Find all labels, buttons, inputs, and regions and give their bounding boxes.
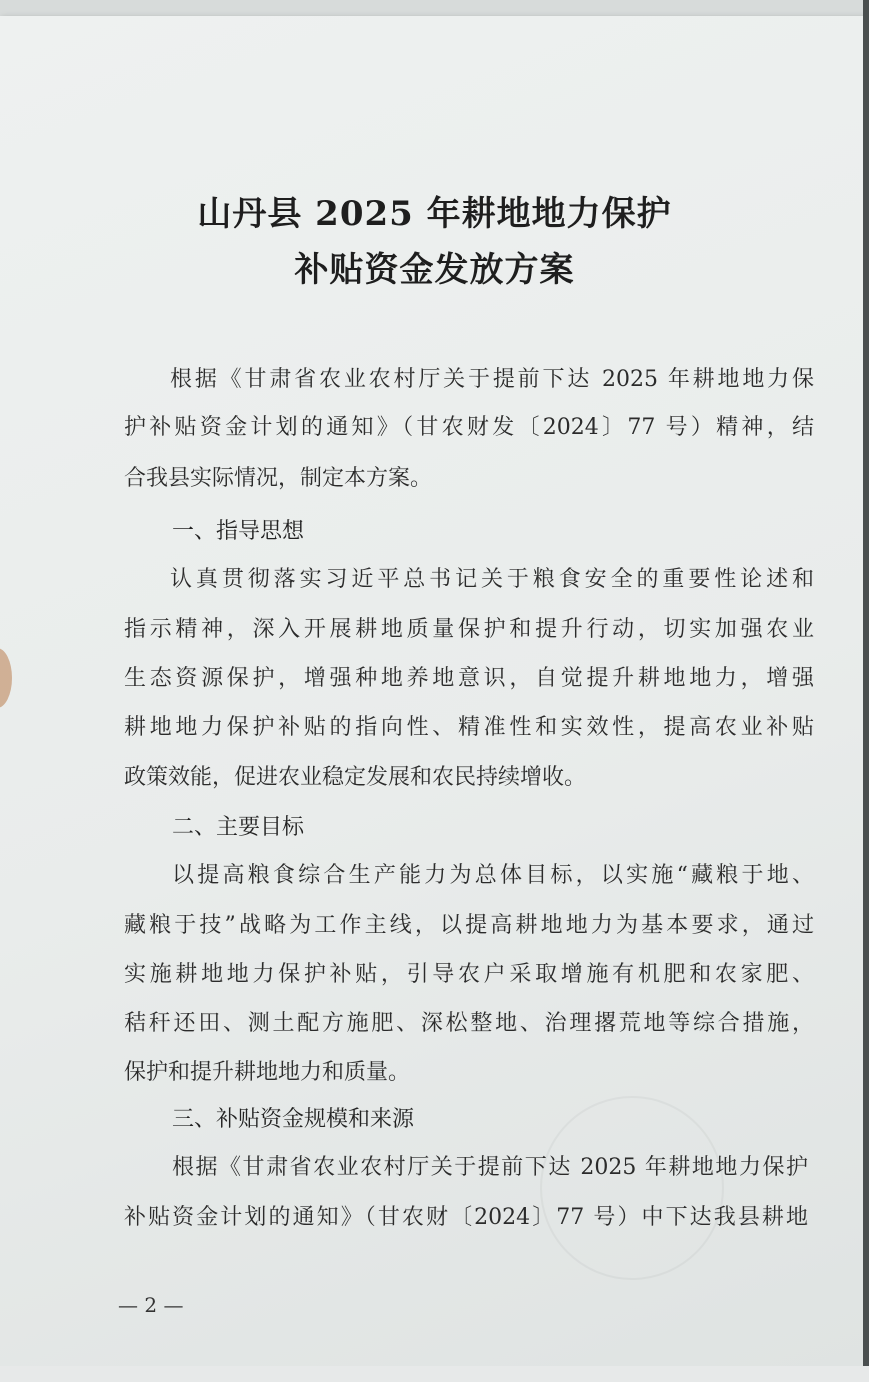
body-line: 生态资源保护，增强种地养地意识，自觉提升耕地地力，增强 <box>124 666 814 691</box>
faded-seal-mark <box>540 1096 724 1280</box>
body-line: 补贴资金计划的通知》（甘农财〔2024〕77 号）中下达我县耕地 <box>124 1205 808 1230</box>
body-line: 根据《甘肃省农业农村厅关于提前下达 2025 年耕地地力保 <box>170 367 814 392</box>
document-title-line-1: 山丹县 2025 年耕地地力保护 <box>197 194 672 234</box>
section-heading-3: 三、补贴资金规模和来源 <box>172 1107 415 1132</box>
body-line: 指示精神，深入开展耕地质量保护和提升行动，切实加强农业 <box>124 617 814 642</box>
section-heading-2: 二、主要目标 <box>172 815 305 840</box>
body-line: 秸秆还田、测土配方施肥、深松整地、治理撂荒地等综合措施， <box>124 1011 814 1036</box>
body-line: 合我县实际情况，制定本方案。 <box>124 466 433 491</box>
page-number: — 2 — <box>118 1293 184 1317</box>
document-title-line-2: 补贴资金发放方案 <box>294 250 575 290</box>
body-line: 藏粮于技”战略为工作主线，以提高耕地地力为基本要求，通过 <box>124 913 814 938</box>
body-line: 以提高粮食综合生产能力为总体目标，以实施“藏粮于地、 <box>172 863 814 888</box>
body-line: 实施耕地地力保护补贴，引导农户采取增施有机肥和农家肥、 <box>124 962 814 987</box>
body-line: 认真贯彻落实习近平总书记关于粮食安全的重要性论述和 <box>170 567 814 592</box>
body-line: 耕地地力保护补贴的指向性、精准性和实效性，提高农业补贴 <box>124 715 814 740</box>
body-line: 保护和提升耕地地力和质量。 <box>124 1060 411 1085</box>
body-line: 政策效能，促进农业稳定发展和农民持续增收。 <box>124 765 587 790</box>
bottom-band <box>0 1366 869 1382</box>
section-heading-1: 一、指导思想 <box>172 519 305 544</box>
body-line: 护补贴资金计划的通知》（甘农财发〔2024〕77 号）精神，结 <box>124 415 814 440</box>
body-line: 根据《甘肃省农业农村厅关于提前下达 2025 年耕地地力保护 <box>172 1155 808 1180</box>
